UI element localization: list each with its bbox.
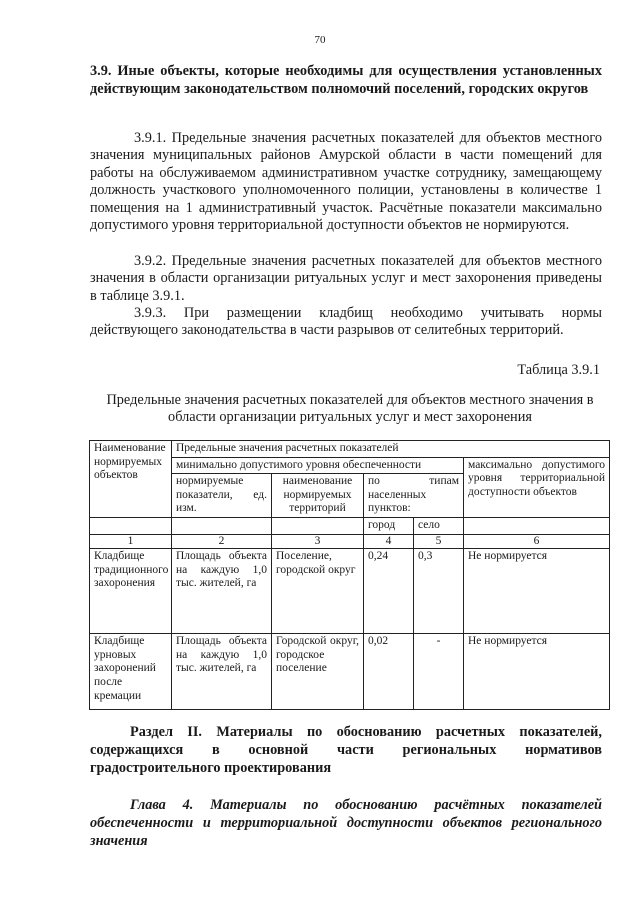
row-name: Кладбище урновых захоронений после кремации [90,634,172,710]
paragraph-3-9-3: 3.9.3. При размещении кладбищ необходимо учитывать нормы действующего законодательства в части разрывов от селитебных территорий. [90,305,602,339]
header-min-level: минимально допустимого уровня обеспеченности [172,457,464,474]
header-norm-territory: наименование нормируемых территорий [272,474,364,518]
col-number: 5 [414,534,464,549]
header-max-level: максимально допустимого уровня территориальной доступности объектов [464,457,610,517]
header-indicators: Предельные значения расчетных показателей [172,441,610,458]
table-row [90,634,610,710]
row-territory: Поселение, городской округ [272,549,364,634]
row-village-value: - [414,634,464,710]
header-norm-indicators: нормируемые показатели, ед. изм. [172,474,272,518]
header-name-col: Наименование нормируемых объектов [90,441,172,518]
norms-table [89,440,610,710]
page-number: 70 [314,34,326,46]
col-number: 2 [172,534,272,549]
column-numbers-row [90,534,610,549]
row-village-value: 0,3 [414,549,464,634]
row-city-value: 0,24 [364,549,414,634]
row-indicator: Площадь объекта на каждую 1,0 тыс. жителей, га [172,634,272,710]
row-indicator: Площадь объекта на каждую 1,0 тыс. жителей, га [172,549,272,634]
paragraph-3-9-1: 3.9.1. Предельные значения расчетных показателей для объектов местного значения муниципальных районов Амурской области в части помещений для работы на обслуживаемом административном участке сотруднику, замещающему должность участкового уполномоченного полиции, установлены в количестве 1 помещения на 1 административный участок. Расчётные показатели максимально допустимого уровня территориальной доступности объектов не нормируются. [90,130,602,234]
table-label: Таблица 3.9.1 [517,362,600,378]
section-heading: 3.9. Иные объекты, которые необходимы для осуществления установленных действующим законодательством полномочий поселений, городских округов [90,63,602,97]
header-city: город [364,517,414,534]
row-access: Не нормируется [464,634,610,710]
col-number: 6 [464,534,610,549]
row-city-value: 0,02 [364,634,414,710]
chapter-4-heading: Глава 4. Материалы по обоснованию расчётных показателей обеспеченности и территориальной доступности объектов регионального значения [90,797,602,849]
paragraph-3-9-2: 3.9.2. Предельные значения расчетных показателей для объектов местного значения в области организации ритуальных услуг и мест захоронения приведены в таблице 3.9.1. [90,253,602,304]
header-village: село [414,517,464,534]
section-2-heading: Раздел II. Материалы по обоснованию расчетных показателей, содержащихся в основной части региональных нормативов градостроительного проектирования [90,724,602,776]
table-row [90,549,610,634]
row-territory: Городской округ, городское поселение [272,634,364,710]
row-name: Кладбище традиционного захоронения [90,549,172,634]
col-number: 1 [90,534,172,549]
row-access: Не нормируется [464,549,610,634]
col-number: 4 [364,534,414,549]
header-by-types: по типам населенных пунктов: [364,474,464,518]
table-title: Предельные значения расчетных показателей для объектов местного значения в области организации ритуальных услуг и мест захоронения [106,392,594,426]
col-number: 3 [272,534,364,549]
